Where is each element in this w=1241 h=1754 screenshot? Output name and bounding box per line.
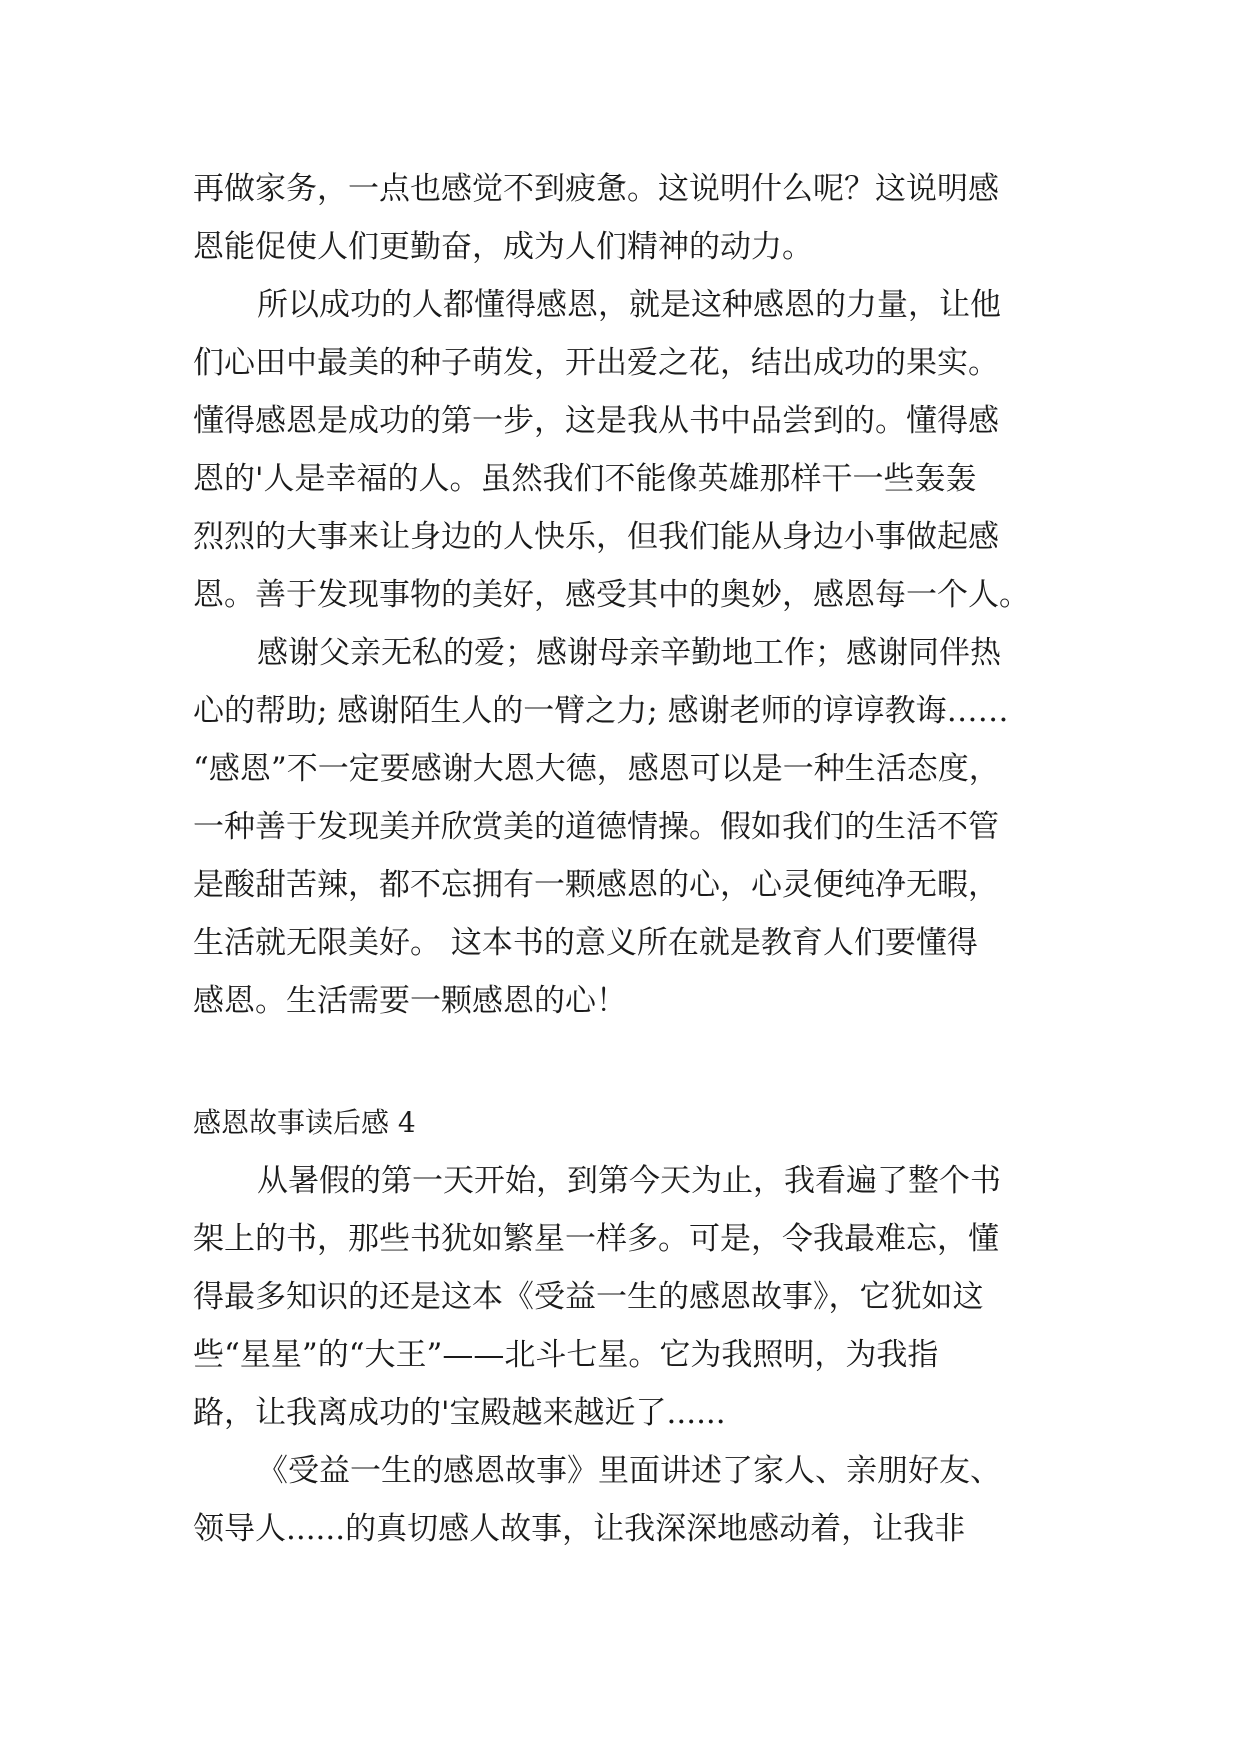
- text-line: 领导人......的真切感人故事，让我深深地感动着，让我非: [193, 1511, 966, 1547]
- text-line: “感恩”不一定要感谢大恩大德，感恩可以是一种生活态度，: [193, 751, 1000, 787]
- text-line: 些“星星”的“大王”——北斗七星。它为我照明，为我指: [193, 1337, 939, 1373]
- paragraph-thanks-list: [193, 624, 1073, 1030]
- text-line: 恩能促使人们更勤奋，成为人们精神的动力。: [193, 229, 813, 265]
- text-line: 生活就无限美好。 这本书的意义所在就是教育人们要懂得: [193, 925, 978, 961]
- section-heading: 感恩故事读后感 4: [193, 1106, 416, 1139]
- text-line: 从暑假的第一天开始，到第今天为止，我看遍了整个书: [257, 1163, 1001, 1199]
- paragraph-summer-reading: [193, 1152, 1073, 1442]
- text-line: 们心田中最美的种子萌发，开出爱之花，结出成功的果实。: [193, 345, 999, 381]
- text-line: 感谢父亲无私的爱；感谢母亲辛勤地工作；感谢同伴热: [257, 635, 1001, 671]
- text-line: 烈烈的大事来让身边的人快乐，但我们能从身边小事做起感: [193, 519, 999, 555]
- text-line: 懂得感恩是成功的第一步，这是我从书中品尝到的。懂得感: [193, 403, 999, 439]
- text-line: 恩的'人是幸福的人。虽然我们不能像英雄那样干一些轰轰: [193, 461, 977, 497]
- text-line: 再做家务，一点也感觉不到疲惫。这说明什么呢？这说明感: [193, 171, 999, 207]
- text-line: 《受益一生的感恩故事》里面讲述了家人、亲朋好友、: [257, 1453, 1001, 1489]
- paragraph-book-content: [193, 1442, 1073, 1558]
- text-line: 恩。善于发现事物的美好，感受其中的奥妙，感恩每一个人。: [193, 577, 1030, 613]
- paragraph-success-gratitude: [193, 276, 1073, 624]
- text-line: 架上的书，那些书犹如繁星一样多。可是，令我最难忘，懂: [193, 1221, 999, 1257]
- text-line: 得最多知识的还是这本《受益一生的感恩故事》，它犹如这: [193, 1279, 984, 1315]
- text-line: 所以成功的人都懂得感恩，就是这种感恩的力量，让他: [257, 287, 1001, 323]
- text-line: 一种善于发现美并欣赏美的道德情操。假如我们的生活不管: [193, 809, 999, 845]
- text-line: 感恩。生活需要一颗感恩的心！: [193, 983, 627, 1019]
- text-line: 心的帮助; 感谢陌生人的一臂之力; 感谢老师的谆谆教诲……: [193, 693, 1009, 729]
- text-line: 路，让我离成功的'宝殿越来越近了......: [193, 1395, 726, 1431]
- text-line: 是酸甜苦辣，都不忘拥有一颗感恩的心，心灵便纯净无暇，: [193, 867, 999, 903]
- document-body: [193, 160, 1073, 1558]
- section-spacer: [193, 1030, 1073, 1094]
- paragraph-continued: [193, 160, 1073, 276]
